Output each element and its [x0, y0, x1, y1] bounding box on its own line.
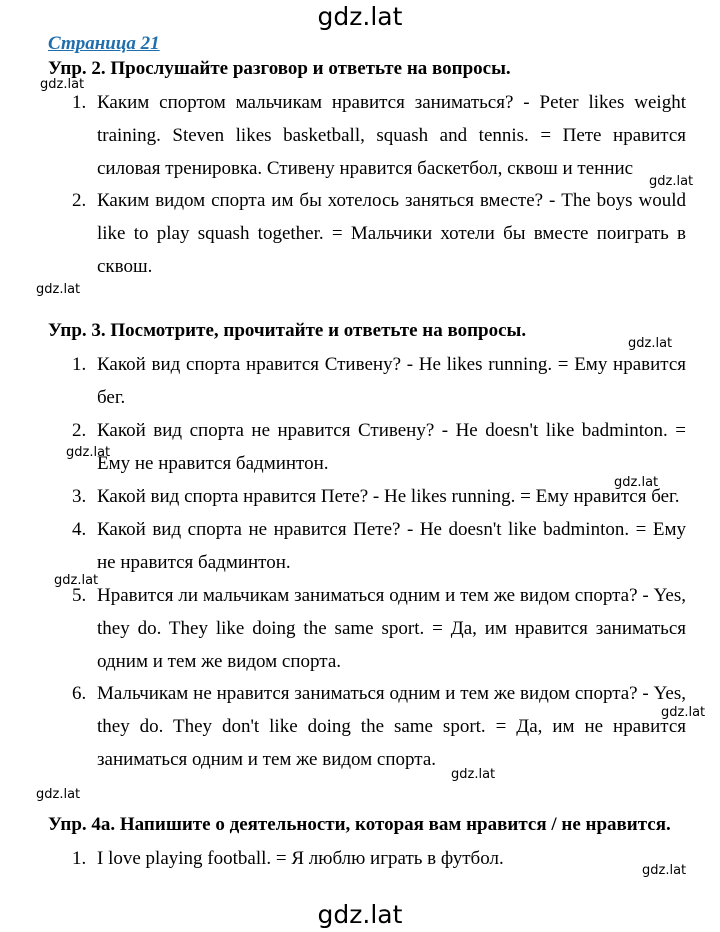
item-text: Каким видом спорта им бы хотелось заняться вместе? - The boys would like to play squash together. = Мальчики хотели бы вместе поиграть в сквош.	[97, 190, 686, 277]
watermark: gdz.lat	[36, 787, 81, 802]
exercise-3-title: Упр. 3. Посмотрите, прочитайте и ответьте на вопросы.	[48, 320, 527, 341]
item-text: Какой вид спорта не нравится Пете? - He doesn't like badminton. = Ему не нравится бадминтон.	[97, 519, 686, 573]
item-text: Какой вид спорта нравится Стивену? - He likes running. = Ему нравится бег.	[97, 354, 686, 408]
item-number: 4.	[72, 519, 87, 540]
watermark: gdz.lat	[614, 475, 659, 490]
item-text: Какой вид спорта нравится Пете? - He likes running. = Ему нравится бег.	[97, 486, 680, 507]
item-number: 6.	[72, 683, 87, 704]
item-number: 5.	[72, 585, 87, 606]
site-header-logo: gdz.lat	[317, 2, 403, 31]
watermark: gdz.lat	[66, 445, 111, 460]
watermark: gdz.lat	[661, 705, 706, 720]
item-number: 2.	[72, 420, 87, 441]
item-text: Каким спортом мальчикам нравится заниматься? - Peter likes weight training. Steven likes basketball, squash and tennis. = Пете нравится силовая тренировка. Стивену нравится баскетбол, сквош и теннис	[97, 92, 686, 179]
watermark: gdz.lat	[649, 174, 694, 189]
exercise-2-title: Упр. 2. Прослушайте разговор и ответьте на вопросы.	[48, 58, 511, 79]
item-number: 1.	[72, 92, 87, 113]
page-link[interactable]: Страница 21	[48, 33, 160, 54]
item-number: 2.	[72, 190, 87, 211]
exercise-4a-title: Упр. 4а. Напишите о деятельности, которая вам нравится / не нравится.	[48, 814, 671, 835]
item-number: 1.	[72, 848, 87, 869]
watermark: gdz.lat	[36, 282, 81, 297]
watermark: gdz.lat	[451, 767, 496, 782]
item-number: 1.	[72, 354, 87, 375]
item-number: 3.	[72, 486, 87, 507]
site-footer-logo: gdz.lat	[317, 900, 403, 929]
item-text: I love playing football. = Я люблю играть в футбол.	[97, 848, 504, 869]
item-text: Мальчикам не нравится заниматься одним и тем же видом спорта? - Yes, they do. They don't like doing the same sport. = Да, им не нравится заниматься одним и тем же видом спорта.	[97, 683, 686, 770]
item-text: Нравится ли мальчикам заниматься одним и тем же видом спорта? - Yes, they do. They like doing the same sport. = Да, им нравится заниматься одним и тем же видом спорта.	[97, 585, 686, 672]
watermark: gdz.lat	[54, 573, 99, 588]
item-text: Какой вид спорта не нравится Стивену? - He doesn't like badminton. = Ему не нравится бадминтон.	[97, 420, 686, 474]
watermark: gdz.lat	[642, 863, 687, 878]
watermark: gdz.lat	[628, 336, 673, 351]
watermark: gdz.lat	[40, 77, 85, 92]
